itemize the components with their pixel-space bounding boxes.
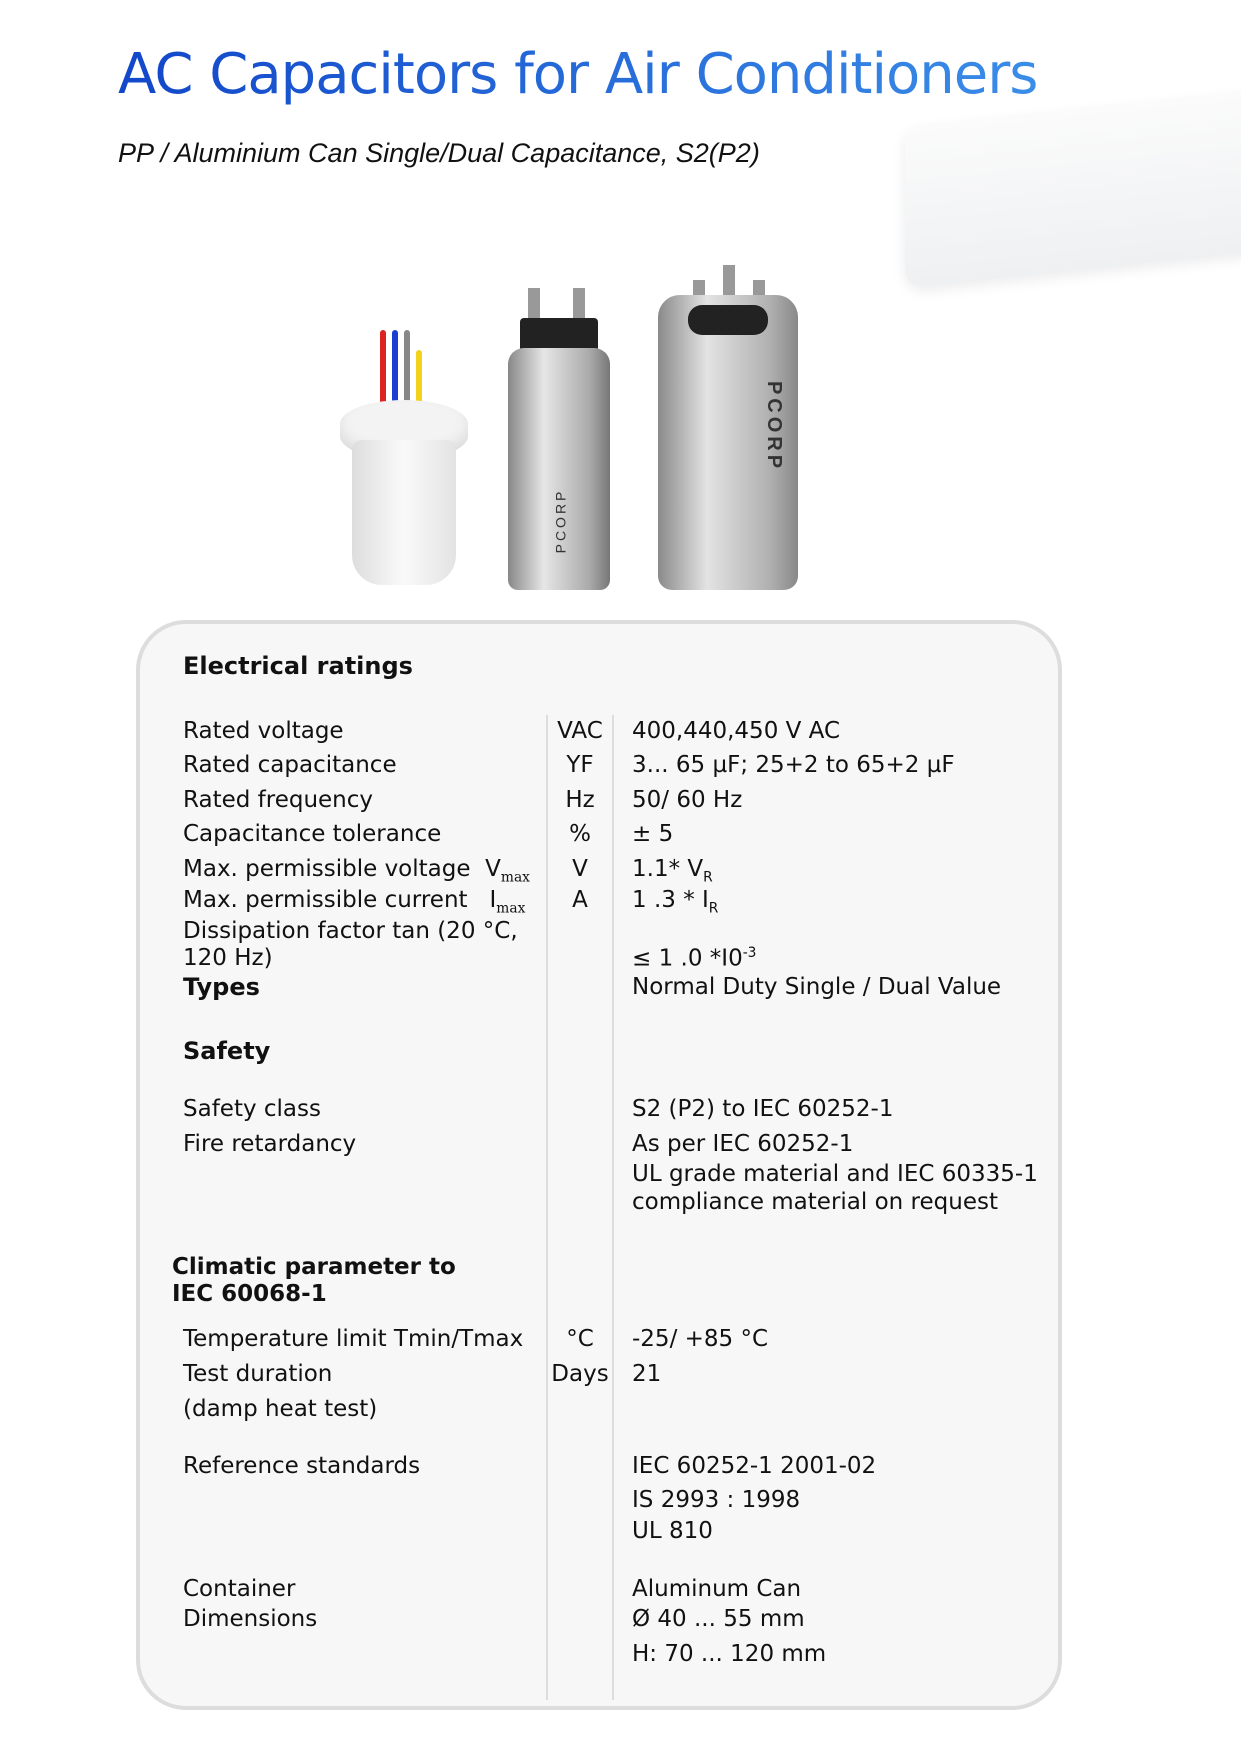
row-value: 3... 65 µF; 25+2 to 65+2 µF <box>632 752 955 778</box>
row-unit: YF <box>566 752 594 778</box>
row-label: Dissipation factor tan (20 °C, <box>183 918 518 944</box>
capacitor-white-image <box>340 330 470 590</box>
row-unit: A <box>572 887 588 913</box>
row-value: H: 70 ... 120 mm <box>632 1641 827 1667</box>
row-label: Container <box>183 1576 296 1602</box>
row-label: Types <box>183 973 260 1001</box>
row-value: compliance material on request <box>632 1189 998 1215</box>
row-label: 120 Hz) <box>183 945 273 971</box>
row-value: 1 $.3 * I_R$ <box>632 887 719 917</box>
row-label: Fire retardancy <box>183 1131 357 1157</box>
row-label: Test duration <box>183 1361 333 1387</box>
section-heading-climatic: Climatic parameter to IEC 60068-1 <box>172 1254 456 1307</box>
row-label: (damp heat test) <box>183 1396 378 1422</box>
row-label: Rated capacitance <box>183 752 397 778</box>
row-unit: °C <box>566 1326 594 1352</box>
row-unit: Days <box>551 1361 609 1387</box>
row-value: Aluminum Can <box>632 1576 802 1602</box>
row-value: 400,440,450 V AC <box>632 718 841 744</box>
row-label: Rated frequency <box>183 787 374 813</box>
row-value: 21 <box>632 1361 662 1387</box>
row-label: Reference standards <box>183 1453 421 1479</box>
row-value: -25/ +85 °C <box>632 1326 769 1352</box>
air-conditioner-image <box>905 91 1241 289</box>
section-heading-electrical: Electrical ratings <box>183 652 413 680</box>
capacitor-brand-label: PCORP <box>763 380 786 473</box>
row-value: As per IEC 60252-1 <box>632 1131 854 1157</box>
capacitor-brand-label: PCORP <box>552 488 569 554</box>
row-value: UL grade material and IEC 60335-1 <box>632 1161 1038 1187</box>
row-unit: VAC <box>557 718 603 744</box>
row-value: UL 810 <box>632 1518 713 1544</box>
row-value: 50/ 60 Hz <box>632 787 743 813</box>
row-label: Temperature limit Tmin/Tmax <box>183 1326 524 1352</box>
row-label: Capacitance tolerance <box>183 821 442 847</box>
row-value: 1.1* $V_R$ <box>632 856 713 886</box>
row-unit: % <box>569 821 591 847</box>
capacitor-silver-large-image <box>658 265 800 590</box>
row-label: Max. permissible voltage $V_{max}$ <box>183 856 530 886</box>
row-value: IS 2993 : 1998 <box>632 1487 801 1513</box>
row-label: Rated voltage <box>183 718 344 744</box>
row-value: IEC 60252-1 2001-02 <box>632 1453 877 1479</box>
row-value: S2 (P2) to IEC 60252-1 <box>632 1096 894 1122</box>
row-value: ± 5 <box>632 821 674 847</box>
row-unit: Hz <box>565 787 595 813</box>
row-label: Dimensions <box>183 1606 318 1632</box>
row-value: Ø 40 ... 55 mm <box>632 1606 805 1632</box>
row-value: ≤ 1 .0 $*I0^{-3}$ <box>632 945 757 972</box>
page-subtitle: PP / Aluminium Can Single/Dual Capacitance, S2(P2) <box>118 138 760 168</box>
row-unit: V <box>572 856 588 882</box>
section-heading-safety: Safety <box>183 1037 271 1065</box>
row-label: Safety class <box>183 1096 321 1122</box>
row-label: Max. permissible current $I_{max}$ <box>183 887 526 917</box>
page-title: AC Capacitors for Air Conditioners <box>118 42 1038 107</box>
row-value: Normal Duty Single / Dual Value <box>632 974 1002 1000</box>
capacitor-silver-slim-image <box>508 283 613 593</box>
